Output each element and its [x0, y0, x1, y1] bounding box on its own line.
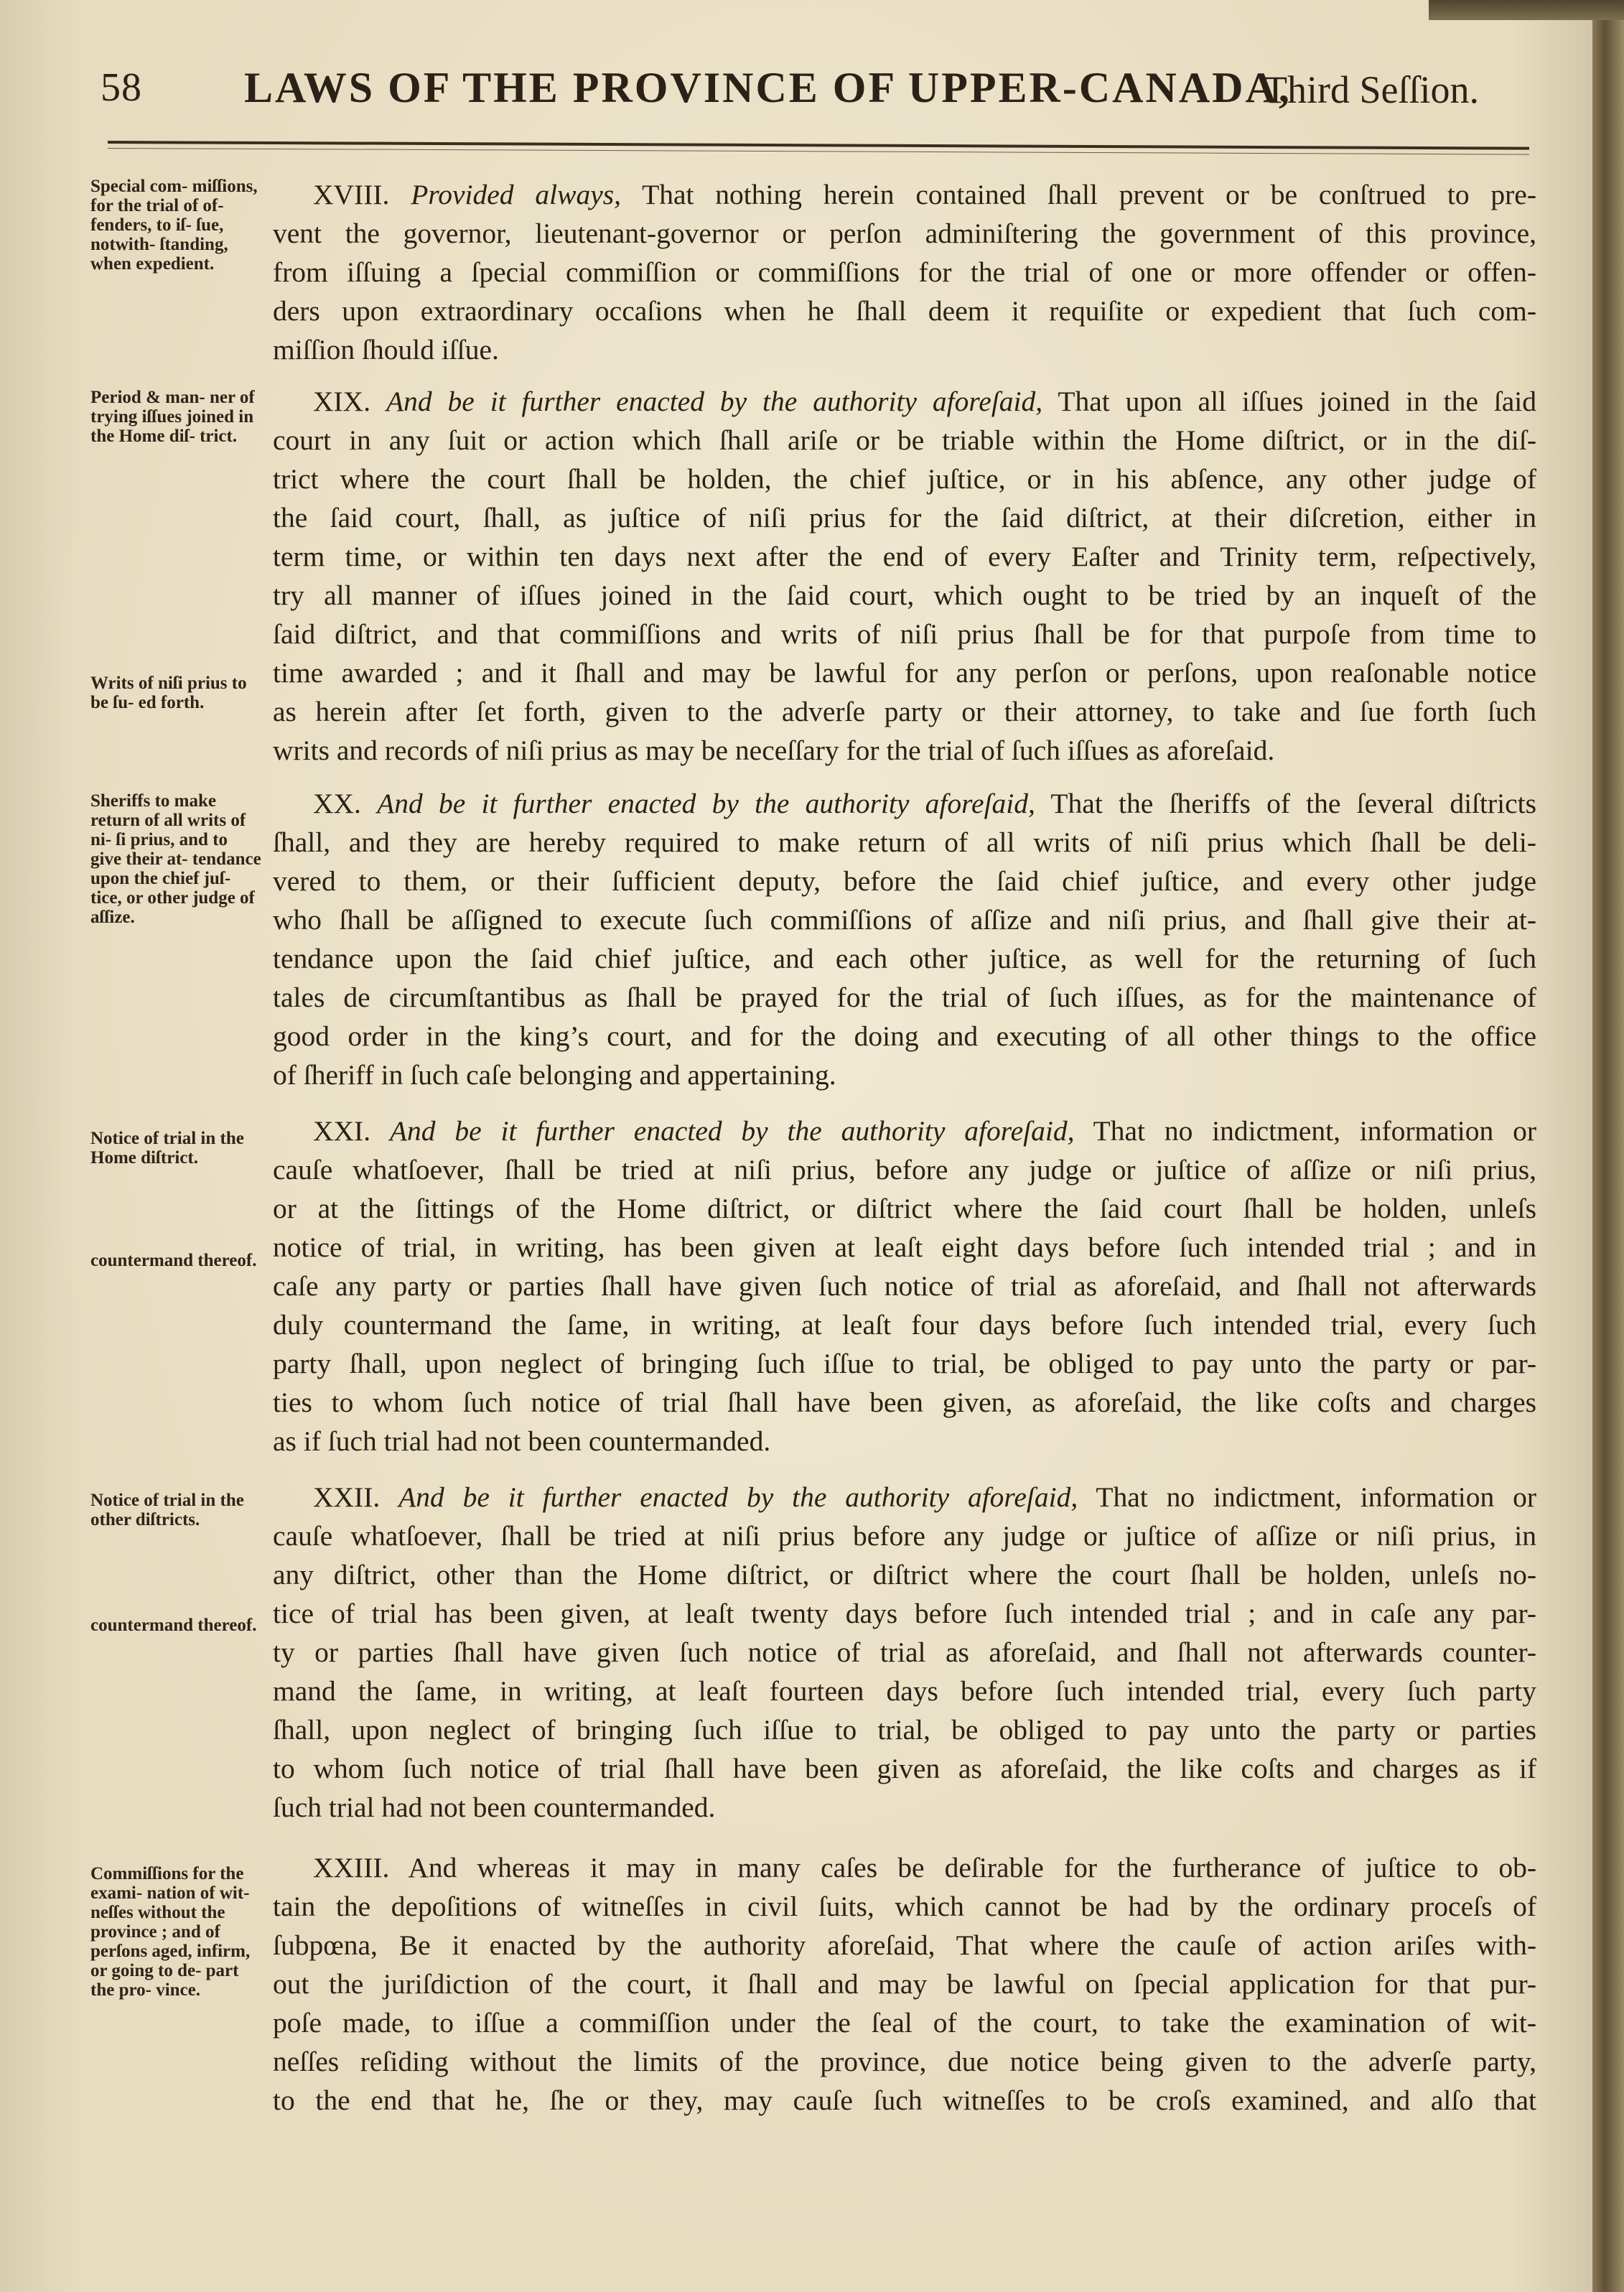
section-line: mand the ſame, in writing, at leaſt fourteen days before ſuch intended trial, every ſuch party: [273, 1675, 1536, 1707]
section-first-line: [273, 1848, 1536, 1887]
section-line: as if ſuch trial had not been countermanded.: [273, 1425, 771, 1457]
section-number: XXI.: [313, 1115, 371, 1147]
session-label: Third Seſſion.: [1264, 68, 1479, 111]
section-number: XXII.: [313, 1481, 381, 1513]
page-corner-shadow: [1429, 0, 1624, 20]
section-line: ſuch trial had not been countermanded.: [273, 1792, 716, 1823]
section-intro: Provided always,: [411, 179, 621, 210]
page-edge: [1592, 0, 1624, 2292]
section-intro: And be it further enacted by the authority aforeſaid,: [377, 788, 1035, 819]
running-title: LAWS OF THE PROVINCE OF UPPER-CANADA,: [244, 64, 1292, 111]
section-line: to whom ſuch notice of trial ſhall have been given as aforeſaid, the like coſts and charges as if: [273, 1753, 1536, 1784]
section-line: term time, or within ten days next after the end of every Eaſter and Trinity term, reſpectively,: [273, 541, 1536, 572]
section-line: tales de circumſtantibus as ſhall be prayed for the trial of ſuch iſſues, as for the maintenance of: [273, 982, 1536, 1013]
section-18: [273, 175, 1536, 369]
margin-note-special-commissions: Special com- miſſions, for the trial of of- fenders, to iſ- ſue, notwith- ſtanding, when expedient.: [90, 177, 258, 274]
section-line: time awarded ; and it ſhall and may be lawful for any perſon or perſons, upon reaſonable notice: [273, 657, 1536, 689]
section-line: ty or parties ſhall have given ſuch notice of trial as aforeſaid, and ſhall not afterwards counter-: [273, 1636, 1536, 1668]
page-header: [101, 57, 1493, 122]
section-intro: And be it further enacted by the authority aforeſaid,: [386, 386, 1043, 417]
header-rule-thin: [108, 148, 1529, 155]
section-number: XX.: [313, 788, 361, 819]
section-22: [273, 1478, 1536, 1827]
section-line: out the juriſdiction of the court, it ſhall and may be lawful on ſpecial application for that pur-: [273, 1968, 1536, 2000]
section-line: cauſe whatſoever, ſhall be tried at niſi prius before any judge or juſtice of aſſize or niſi prius, in: [273, 1520, 1536, 1552]
section-line: ſhall, and they are hereby required to make return of all writs of niſi prius which ſhall be deli-: [273, 826, 1536, 858]
section-first-line: [273, 382, 1536, 421]
section-first-line: [273, 175, 1536, 214]
section-line: That no indictment, information or: [1096, 1481, 1536, 1513]
section-line: That upon all iſſues joined in the ſaid: [1058, 386, 1537, 417]
section-line: That the ſheriffs of the ſeveral diſtricts: [1050, 788, 1537, 819]
section-line: try all manner of iſſues joined in the ſaid court, which ought to be tried by an inqueſt of the: [273, 579, 1536, 611]
section-line: poſe made, to iſſue a commiſſion under the ſeal of the court, to take the examination of wit-: [273, 2007, 1536, 2039]
section-20: [273, 784, 1536, 1094]
margin-note-writs-of-nisi-prius: Writs of niſi prius to be ſu- ed forth.: [90, 674, 247, 712]
section-line: notice of trial, in writing, has been given at leaſt eight days before ſuch intended trial ; and in: [273, 1231, 1536, 1263]
section-line: caſe any party or parties ſhall have given ſuch notice of trial as aforeſaid, and ſhall not afterwards: [273, 1270, 1536, 1302]
margin-note-notice-other-districts: Notice of trial in the other diſtricts.: [90, 1491, 244, 1529]
section-line: tendance upon the ſaid chief juſtice, and each other juſtice, as well for the returning of ſuch: [273, 943, 1536, 974]
section-line: to the end that he, ſhe or they, may cauſe ſuch witneſſes to be croſs examined, and alſo that: [273, 2084, 1536, 2116]
margin-note-notice-home-district: Notice of trial in the Home diſtrict.: [90, 1129, 244, 1168]
margin-note-sheriffs-return: Sheriffs to make return of all writs of ni- ſi prius, and to give their at- tendance upon the chief juſ- tice, or other judge of aſſize.: [90, 791, 261, 927]
section-first-line: [273, 784, 1536, 823]
section-line: of ſheriff in ſuch caſe belonging and appertaining.: [273, 1059, 836, 1091]
margin-note-countermand-home: countermand thereof.: [90, 1251, 257, 1270]
section-line: trict where the court ſhall be holden, the chief juſtice, or in his abſence, any other judge of: [273, 463, 1536, 495]
section-first-line: [273, 1112, 1536, 1150]
section-intro: And be it further enacted by the authority aforeſaid,: [398, 1481, 1078, 1513]
section-21: [273, 1112, 1536, 1461]
section-line: ders upon extraordinary occaſions when he ſhall deem it requiſite or expedient that ſuch com-: [273, 295, 1536, 327]
section-line: the ſaid court, ſhall, as juſtice of niſi prius for the ſaid diſtrict, at their diſcretion, either in: [273, 502, 1536, 534]
section-line: ſhall, upon neglect of bringing ſuch iſſue to trial, be obliged to pay unto the party or parties: [273, 1714, 1536, 1746]
section-intro: And be it further enacted by the authority aforeſaid,: [389, 1115, 1075, 1147]
section-line: vent the governor, lieutenant-governor or perſon adminiſtering the government of this province,: [273, 218, 1536, 249]
section-number: XVIII.: [313, 179, 390, 210]
page-number: 58: [101, 65, 142, 110]
section-line: any diſtrict, other than the Home diſtrict, or diſtrict where the court ſhall be holden, unleſs no-: [273, 1559, 1536, 1590]
section-19: [273, 382, 1536, 770]
section-intro: And whereas it may in many caſes be deſirable for the furtherance of juſtice to ob-: [408, 1852, 1536, 1883]
section-line: cauſe whatſoever, ſhall be tried at niſi prius, before any judge or juſtice of aſſize or niſi prius,: [273, 1154, 1536, 1185]
section-line: party ſhall, upon neglect of bringing ſuch iſſue to trial, be obliged to pay unto the party or par-: [273, 1348, 1536, 1379]
section-line: tice of trial has been given, at leaſt twenty days before ſuch intended trial ; and in caſe any par-: [273, 1598, 1536, 1629]
section-line: writs and records of niſi prius as may be neceſſary for the trial of ſuch iſſues as aforeſaid.: [273, 735, 1275, 766]
section-line: court in any ſuit or action which ſhall ariſe or be triable within the Home diſtrict, or in the diſ-: [273, 424, 1536, 456]
section-line: ſaid diſtrict, and that commiſſions and writs of niſi prius ſhall be for that purpoſe from time to: [273, 618, 1536, 650]
section-line: from iſſuing a ſpecial commiſſion or commiſſions for the trial of one or more offender or offen-: [273, 256, 1536, 288]
section-line: ſubpœna, Be it enacted by the authority aforeſaid, That where the cauſe of action ariſes with-: [273, 1929, 1536, 1961]
section-line: duly countermand the ſame, in writing, at leaſt four days before ſuch intended trial, every ſuch: [273, 1309, 1536, 1341]
section-line: That nothing herein contained ſhall prevent or be conſtrued to pre-: [642, 179, 1536, 210]
section-first-line: [273, 1478, 1536, 1517]
section-line: miſſion ſhould iſſue.: [273, 334, 499, 365]
section-line: who ſhall be aſſigned to execute ſuch commiſſions of aſſize and niſi prius, and ſhall give their at-: [273, 904, 1536, 936]
section-line: vered to them, or their ſufficient deputy, before the ſaid chief juſtice, and every other judge: [273, 865, 1536, 897]
section-line: neſſes reſiding without the limits of the province, due notice being given to the adverſe party,: [273, 2046, 1536, 2077]
section-line: as herein after ſet forth, given to the adverſe party or their attorney, to take and ſue forth ſuch: [273, 696, 1536, 727]
margin-note-period-of-trying-issues: Period & man- ner of trying iſſues joined in the Home diſ- trict.: [90, 388, 255, 446]
section-line: good order in the king’s court, and for the doing and executing of all other things to the office: [273, 1020, 1536, 1052]
margin-note-commissions-witnesses: Commiſſions for the exami- nation of wit- neſſes without the province ; and of perſons aged, infirm, or going to de- part the pro- vince.: [90, 1864, 251, 2000]
section-number: XIX.: [313, 386, 371, 417]
section-line: tain the depoſitions of witneſſes in civil ſuits, which cannot be had by the ordinary proceſs of: [273, 1891, 1536, 1922]
section-line: That no indictment, information or: [1093, 1115, 1536, 1147]
section-line: or at the ſittings of the Home diſtrict, or diſtrict where the ſaid court ſhall be holden, unleſs: [273, 1193, 1536, 1224]
section-number: XXIII.: [313, 1852, 390, 1883]
margin-note-countermand-other: countermand thereof.: [90, 1616, 257, 1635]
section-line: ties to whom ſuch notice of trial ſhall have been given, as aforeſaid, the like coſts and charges: [273, 1387, 1536, 1418]
section-23: [273, 1848, 1536, 2120]
